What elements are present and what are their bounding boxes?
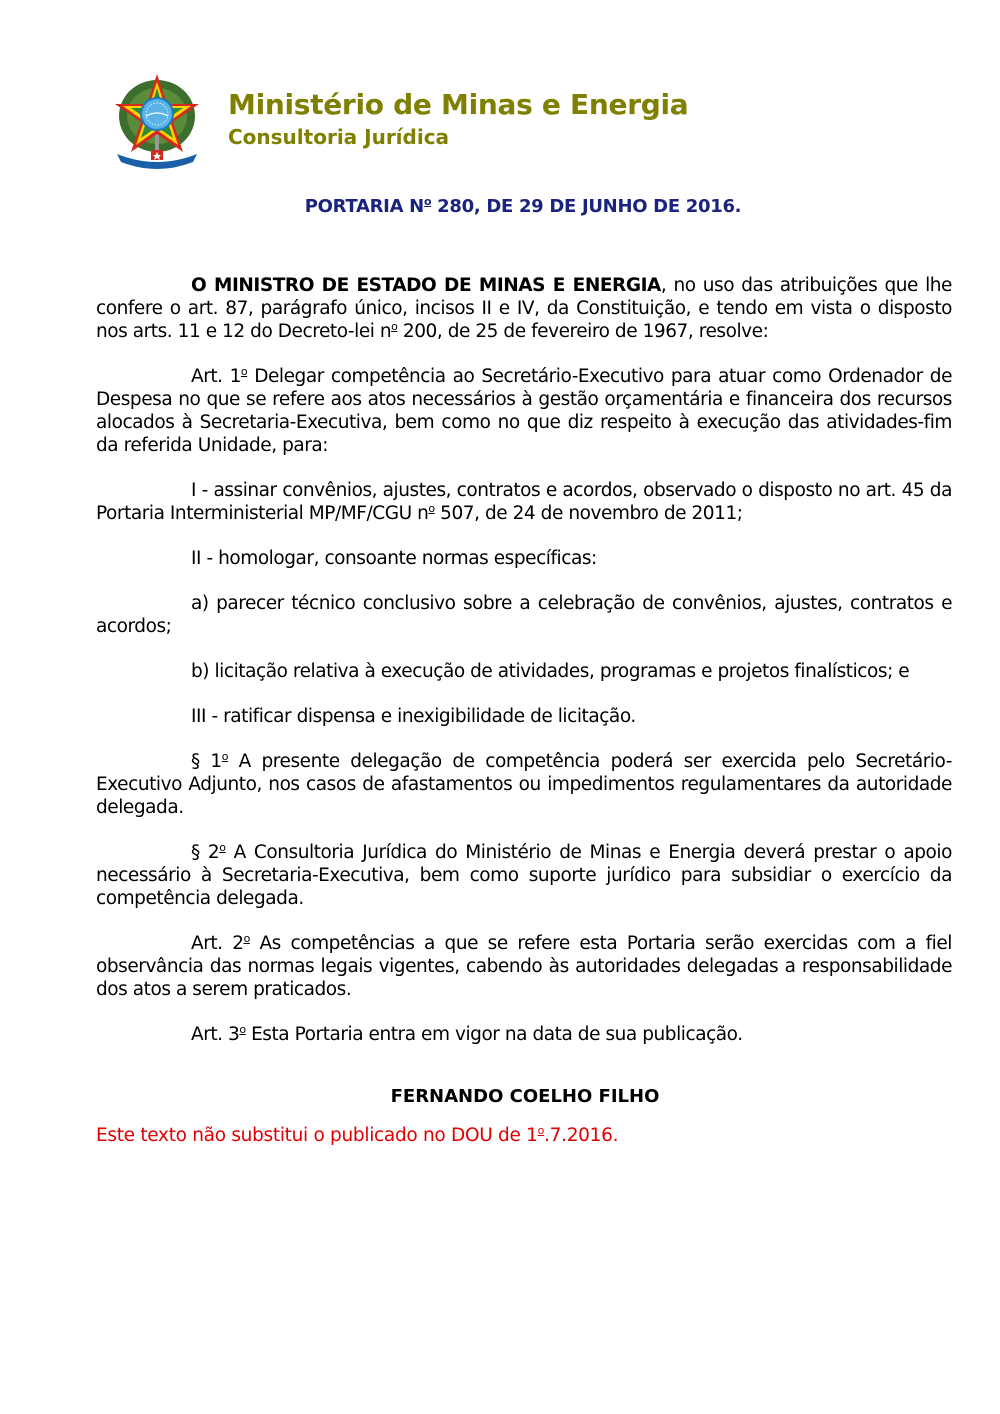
disclaimer-text: Este texto não substitui o publicado no DOU de 1 <box>96 1125 538 1146</box>
inciso-2: II - homologar, consoante normas específicas: <box>191 548 597 569</box>
ordinal: o <box>219 841 226 854</box>
alinea-a: a) parecer técnico conclusivo sobre a celebração de convênios, ajustes, contratos e acordos; <box>96 593 952 637</box>
signatory-name: FERNANDO COELHO FILHO <box>390 1086 660 1107</box>
article-2 <box>96 932 952 1001</box>
inciso-1 <box>96 479 952 525</box>
article-label: Art. 3 <box>191 1024 240 1045</box>
preamble-text: , no uso das atribuições que lhe confere o art. 87, parágrafo único, incisos II e IV, da Constituição, e tendo em vista o disposto nos arts. 11 e 12 do Decreto-lei n <box>96 275 952 342</box>
preamble-authority: O MINISTRO DE ESTADO DE MINAS E ENERGIA <box>191 275 661 296</box>
ordinal: o <box>537 1124 545 1137</box>
article-text: Delegar competência ao Secretário-Executivo para atuar como Ordenador de Despesa no que se refere aos atos necessários à gestão orçamentária e financeira dos recursos alocados à Secretaria-Executiva, bem como no que diz respeito à execução das atividades-fim da referida Unidade, para: <box>96 366 952 456</box>
ordinal: o <box>428 502 435 515</box>
disclaimer-note <box>96 1125 618 1146</box>
inciso-text: I - assinar convênios, ajustes, contratos e acordos, observado o disposto no art. 45 da Portaria Interministerial MP/MF/CGU n <box>96 480 952 524</box>
document-title <box>0 196 1000 217</box>
ministry-name: Ministério de Minas e Energia <box>228 88 689 121</box>
article-text: Esta Portaria entra em vigor na data de sua publicação. <box>245 1024 743 1045</box>
article-label: Art. 2 <box>191 933 244 954</box>
paragraph-text: A Consultoria Jurídica do Ministério de Minas e Energia deverá prestar o apoio necessário à Secretaria-Executiva, bem como suporte jurídico para subsidiar o exercício da competência delegada. <box>96 842 952 909</box>
article-1 <box>96 365 952 457</box>
ordinal: o <box>391 320 398 333</box>
preamble <box>96 274 952 343</box>
ordinal: o <box>239 1023 246 1036</box>
department-name: Consultoria Jurídica <box>228 125 450 149</box>
article-label: Art. 1 <box>191 366 241 387</box>
article-3 <box>96 1023 952 1046</box>
paragraph-text: A presente delegação de competência poderá ser exercida pelo Secretário-Executivo Adjunto, nos casos de afastamentos ou impedimentos regulamentares da autoridade delegada. <box>96 751 952 818</box>
disclaimer-date: .7.2016. <box>544 1125 619 1146</box>
title-prefix: PORTARIA N <box>304 196 424 217</box>
coat-of-arms-seal <box>113 70 201 170</box>
preamble-text-end: 200, de 25 de fevereiro de 1967, resolve: <box>397 321 769 342</box>
paragraph-1 <box>96 750 952 819</box>
paragraph-label: § 2 <box>191 842 220 863</box>
ordinal: o <box>240 365 248 378</box>
alinea-b: b) licitação relativa à execução de atividades, programas e projetos finalísticos; e <box>191 661 910 682</box>
paragraph-label: § 1 <box>191 751 222 772</box>
title-suffix: 280, DE 29 DE JUNHO DE 2016. <box>431 196 742 217</box>
ordinal: o <box>243 932 250 945</box>
article-text: As competências a que se refere esta Portaria serão exercidas com a fiel observância das normas legais vigentes, cabendo às autoridades delegadas a responsabilidade dos atos a serem praticados. <box>96 933 952 1000</box>
ordinal: o <box>221 750 229 763</box>
title-ordinal: o <box>423 195 432 208</box>
inciso-3: III - ratificar dispensa e inexigibilidade de licitação. <box>191 706 636 727</box>
document-body <box>96 274 952 1046</box>
paragraph-2 <box>96 841 952 910</box>
inciso-text-end: 507, de 24 de novembro de 2011; <box>434 503 743 524</box>
